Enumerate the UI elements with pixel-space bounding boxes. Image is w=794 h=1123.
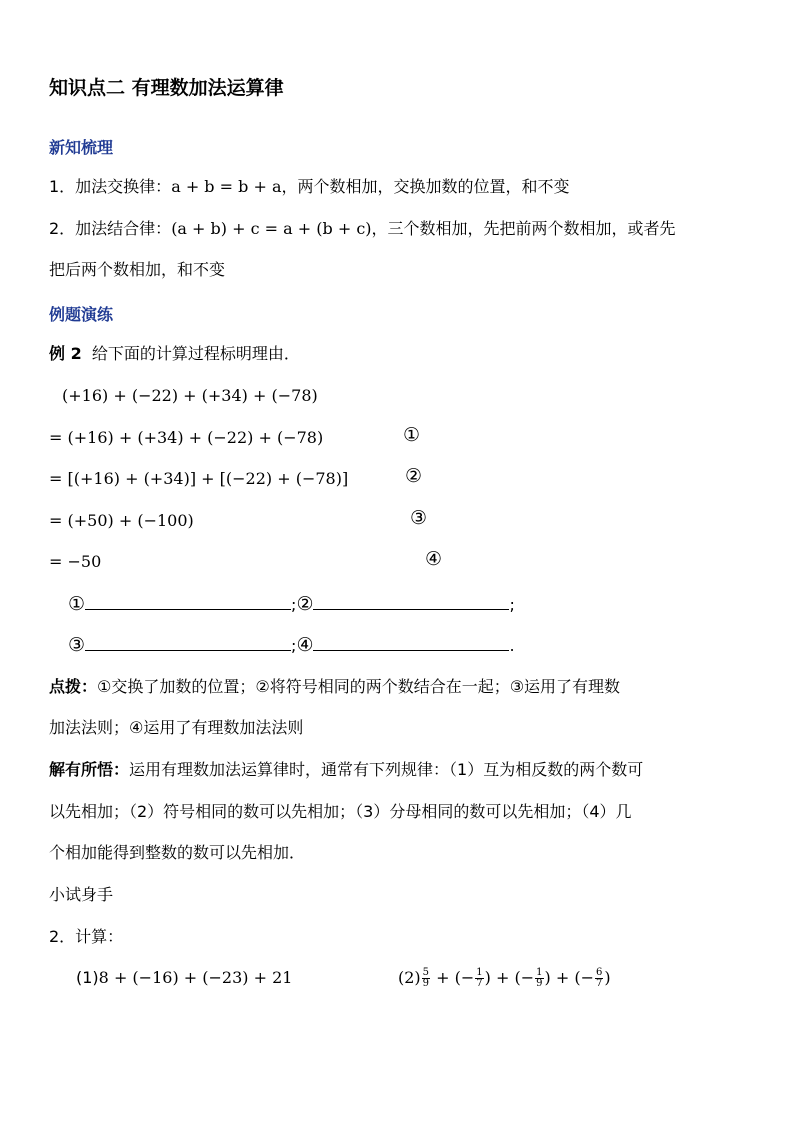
answer-blank-1[interactable] (85, 593, 291, 610)
law-commutative-label: 1．加法交换律： (49, 177, 172, 196)
blank-marker-1: ① (68, 593, 86, 615)
step-marker-3: ③ (410, 507, 428, 529)
answer-blank-3[interactable] (85, 634, 291, 651)
fraction-1 (422, 968, 430, 989)
answer-blank-2[interactable] (313, 593, 509, 610)
page-title: 知识点二 有理数加法运算律 (49, 77, 284, 99)
answer-row-2 (68, 634, 515, 656)
fraction-4-den: 7 (595, 978, 603, 989)
fraction-2-sign: − (460, 968, 475, 987)
calc-line-5: = −50 (49, 552, 102, 571)
fraction-4-num: 6 (595, 967, 603, 978)
fraction-4-sign: − (580, 968, 594, 987)
example-prompt: 给下面的计算过程标明理由． (91, 344, 300, 363)
fraction-2 (475, 968, 483, 989)
law-associative-desc: ，三个数相加，先把前两个数相加，或者先 (371, 219, 676, 238)
practice-problem-1 (76, 968, 292, 988)
law-commutative-formula: a + b = b + a (171, 177, 282, 196)
fraction-4 (595, 968, 603, 989)
blank-end: . (509, 636, 515, 655)
practice-label: 2．计算： (49, 927, 124, 946)
example-header (49, 344, 300, 364)
hint-line-2: 加法法则；④运用了有理数加法法则 (49, 718, 304, 737)
insight-text-1: 运用有理数加法运算律时，通常有下列规律：（1）互为相反数的两个数可 (129, 760, 644, 779)
blank-sep-2: ; (509, 595, 515, 614)
insight-line-2: 以先相加；（2）符号相同的数可以先相加；（3）分母相同的数可以先相加；（4）几 (49, 802, 632, 821)
section-heading-new-knowledge: 新知梳理 (49, 138, 114, 157)
calc-line-1: (+16) + (−22) + (+34) + (−78) (62, 386, 318, 405)
law-commutative (49, 177, 570, 197)
fraction-1-den: 9 (422, 978, 430, 989)
step-marker-1: ① (403, 424, 421, 446)
section-heading-examples: 例题演练 (49, 305, 114, 324)
fraction-3-sign: − (520, 968, 535, 987)
example-label: 例 2 (49, 344, 82, 363)
fraction-2-num: 1 (476, 967, 483, 978)
law-commutative-desc: ，两个数相加，交换加数的位置，和不变 (281, 177, 570, 196)
practice-heading: 小试身手 (49, 885, 114, 904)
blank-marker-2: ② (296, 593, 314, 615)
insight-line-3: 个相加能得到整数的数可以先相加． (49, 843, 306, 862)
law-associative (49, 219, 676, 239)
calc-line-4: = (+50) + (−100) (49, 511, 194, 530)
answer-blank-4[interactable] (313, 634, 509, 651)
step-marker-2: ② (405, 465, 423, 487)
problem-2-label: (2) (398, 968, 421, 987)
hint-text-1: ①交换了加数的位置；②将符号相同的两个数结合在一起；③运用了有理数 (97, 677, 621, 696)
law-associative-desc-cont: 把后两个数相加，和不变 (49, 260, 226, 279)
blank-sep-3: ; (291, 636, 297, 655)
fraction-3-den: 9 (536, 978, 543, 989)
step-marker-4: ④ (425, 548, 443, 570)
fraction-3 (535, 968, 543, 989)
fraction-1-num: 5 (422, 967, 430, 978)
problem-1-label: (1) (76, 968, 99, 987)
law-associative-label: 2．加法结合律： (49, 219, 172, 238)
calc-line-2: = (+16) + (+34) + (−22) + (−78) (49, 428, 324, 447)
law-associative-formula: (a + b) + c = a + (b + c) (171, 219, 372, 238)
hint-line-1 (49, 677, 620, 697)
problem-1-expression: 8 + (−16) + (−23) + 21 (98, 968, 293, 987)
blank-marker-3: ③ (68, 634, 86, 656)
fraction-3-num: 1 (536, 967, 543, 978)
fraction-2-den: 7 (476, 978, 483, 989)
answer-row-1 (68, 593, 515, 615)
practice-problem-2: (2) $\frac{5}{9}$ + (− $\frac{1}{7}$ ) + (− $\frac{1}{9}$ ) + (− $\frac{6}{7}$ ) (398, 967, 611, 989)
insight-line-1 (49, 760, 643, 780)
blank-marker-4: ④ (296, 634, 314, 656)
hint-label: 点拨： (49, 677, 98, 696)
blank-sep-1: ; (291, 595, 297, 614)
insight-label: 解有所悟： (49, 760, 130, 779)
calc-line-3: = [(+16) + (+34)] + [(−22) + (−78)] (49, 469, 349, 488)
